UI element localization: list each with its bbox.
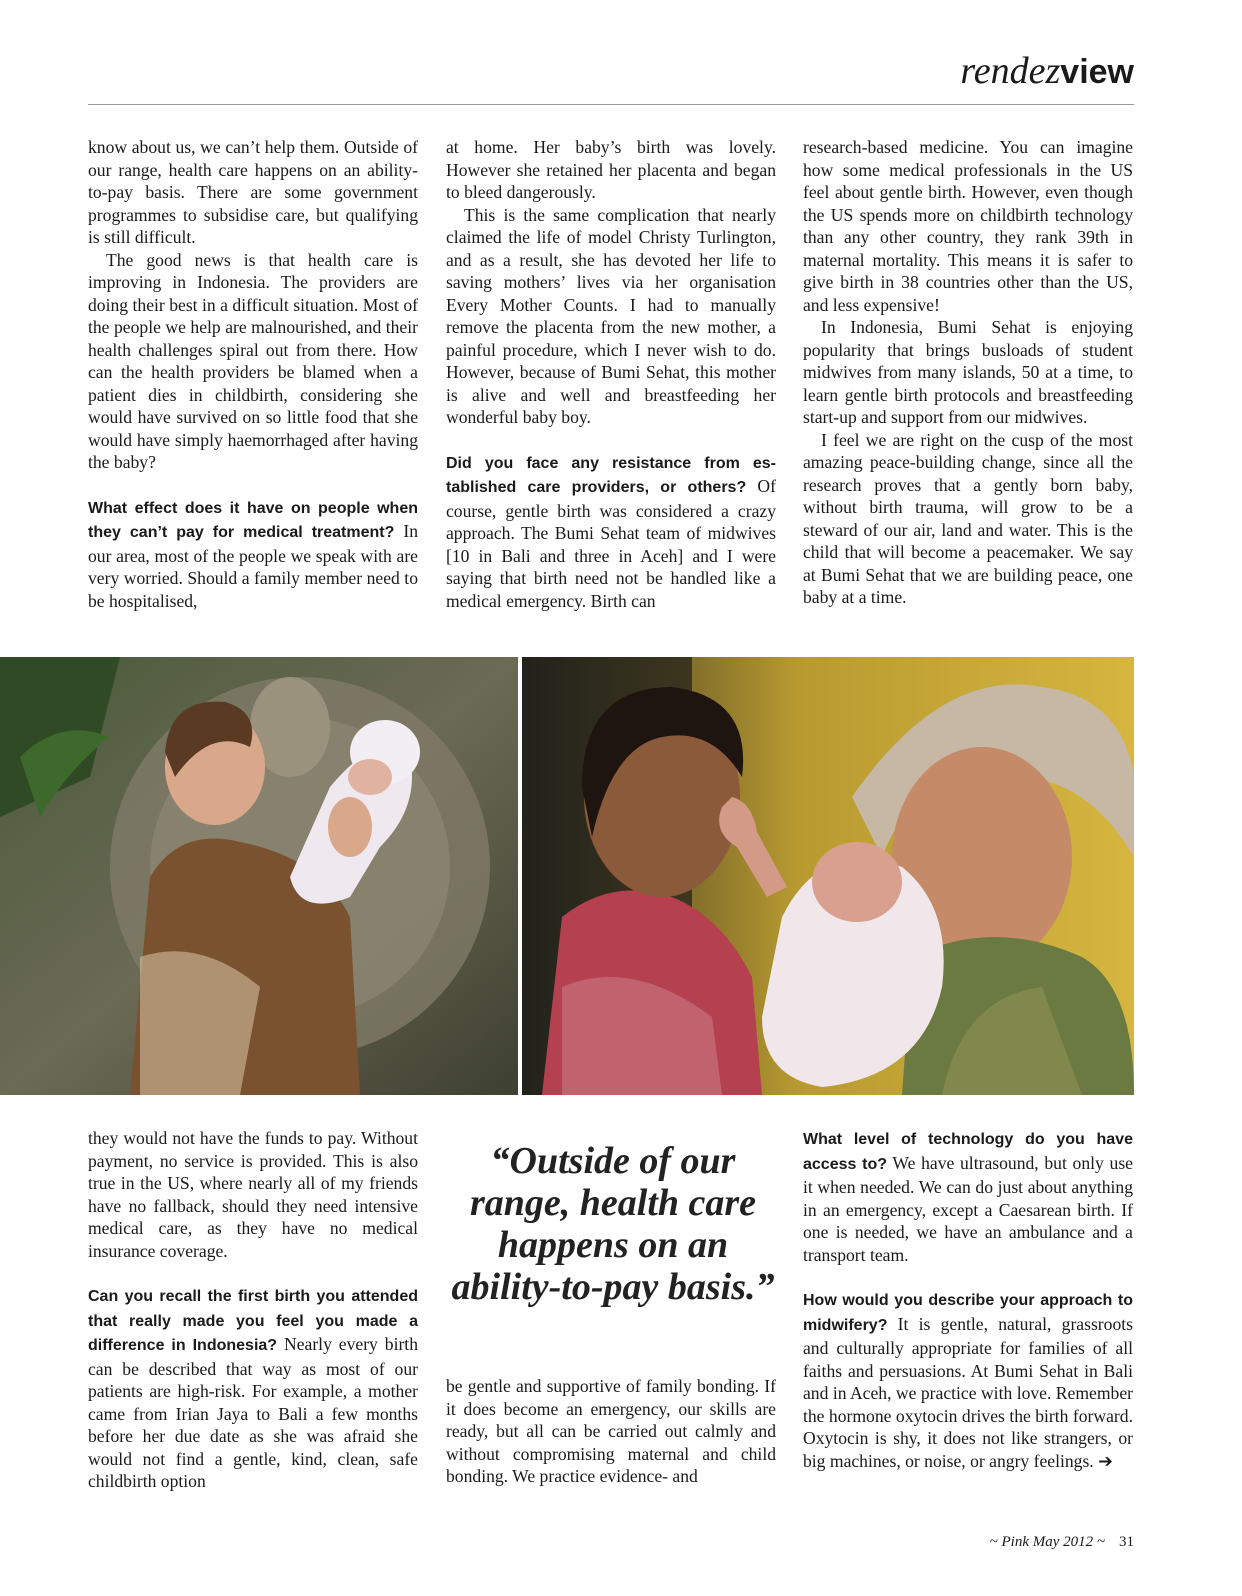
photo-midwife-holding-newborn — [0, 657, 518, 1095]
photo-strip — [0, 657, 1134, 1095]
answer: We have ultrasound, but only use it when needed. We can do just about anything in an emergency, except a Caesarean birth. If one is needed, we have an ambulance and a transport team. — [803, 1152, 1133, 1265]
bottom-column-1 — [88, 1127, 418, 1493]
qa-paragraph — [446, 451, 776, 613]
header-rule — [88, 104, 1134, 105]
top-column-3 — [803, 136, 1133, 609]
page-number: 31 — [1119, 1534, 1134, 1550]
question: How would you describe your approach to midwifery? — [803, 1292, 1133, 1334]
continue-arrow-icon: ➔ — [1098, 1451, 1113, 1472]
brand-bold: view — [1060, 53, 1134, 91]
question: What level of technology do you have access to? — [803, 1131, 1133, 1173]
answer: Nearly every birth can be described that way as most of our patients are high-risk. For example, a mother came from Irian Jaya to Bali a few months before her due date as she was afraid she would not find a gentle, kind, clean, safe childbirth option — [88, 1334, 418, 1491]
paragraph: This is the same complication that nearly claimed the life of model Christy Turlington, and as a result, she has devoted her life to saving mothers’ lives via her organisation Every Mother Counts. I had to manually remove the placenta from the new mother, a painful procedure, which I never wish to do. However, because of Bumi Sehat, this mother is alive and well and breastfeeding her wonderful baby boy. — [446, 204, 776, 427]
paragraph: know about us, we can’t help them. Outside of our range, health care happens on an ability-to-pay basis. There are some government programmes to subsidise care, but qualifying is still difficult. — [88, 137, 418, 247]
photo-mother-and-midwife-with-baby — [522, 657, 1134, 1095]
qa-paragraph — [803, 1288, 1133, 1473]
paragraph: research-based medicine. You can imagine how some medical professionals in the US feel about gentle birth. However, even though the US spends more on childbirth technology than any other country, they rank 39th in maternal mortality. This means it is safer to give birth in 38 countries other than the US, and less expensive! — [803, 137, 1133, 315]
paragraph: I feel we are right on the cusp of the most amazing peace-building change, since all the research proves that a gently born baby, without birth trauma, will grow to be a steward of our air, land and water. This is the child that will become a peacemaker. We say at Bumi Sehat that we are building peace, one baby at a time. — [803, 429, 1133, 607]
brand-italic: rendez — [960, 50, 1061, 92]
top-column-2 — [446, 136, 776, 612]
qa-paragraph — [803, 1127, 1133, 1266]
qa-paragraph — [88, 496, 418, 613]
question: Can you recall the first birth you attended that really made you feel you made a difference in Indonesia? — [88, 1288, 418, 1354]
answer: Of course, gentle birth was considered a crazy approach. The Bumi Sehat team of midwives [10 in Bali and three in Aceh] and I were saying that birth need not be handled like a medical emergency. Birth can — [446, 476, 776, 611]
question: What effect does it have on people when they can’t pay for medical treatment? — [88, 499, 418, 541]
paragraph: they would not have the funds to pay. Without payment, no service is provided. This is also true in the US, where nearly all of my friends have no fallback, should they need intensive medical care, as they have no medical insurance coverage. — [88, 1128, 418, 1261]
top-column-1 — [88, 136, 418, 612]
paragraph: The good news is that health care is improving in Indonesia. The providers are doing their best in a difficult situation. Most of the people we help are malnourished, and their health challenges spiral out from there. How can the health providers be blamed when a patient dies in childbirth, considering she would have survived on so little food that she would have simply haemorrhaged after having the baby? — [88, 249, 418, 472]
paragraph: In Indonesia, Bumi Sehat is enjoying popularity that brings busloads of student midwives from many islands, 50 at a time, to learn gentle birth protocols and breastfeeding start-up and support from our midwives. — [803, 317, 1133, 427]
paragraph: be gentle and supportive of family bonding. If it does become an emergency, our skills are ready, but all can be carried out calmly and without compromising maternal and child bonding. We practice evidence- and — [446, 1376, 776, 1486]
answer: It is gentle, natural, grassroots and culturally appropriate for families of all faiths and persuasions. At Bumi Sehat in Bali and in Aceh, we practice with love. Remember the hormone oxytocin drives the birth forward. Oxytocin is shy, it does not like strangers, or big machines, or noise, or angry feelings. — [803, 1313, 1133, 1471]
issue-label: ~ Pink May 2012 ~ — [989, 1534, 1105, 1550]
section-brand — [960, 52, 1134, 90]
question: Did you face any resistance from established care providers, or others? — [446, 454, 776, 496]
page-footer — [990, 1534, 1134, 1551]
bottom-column-3 — [803, 1127, 1133, 1473]
answer: In our area, most of the people we speak with are very worried. Should a family member need to be hospitalised, — [88, 521, 418, 611]
paragraph: at home. Her baby’s birth was lovely. However she retained her placenta and began to bleed dangerously. — [446, 137, 776, 202]
bottom-column-2 — [446, 1375, 776, 1488]
pull-quote: “Outside of our range, health care happens on an ability-to-pay basis.” — [451, 1140, 775, 1308]
qa-paragraph — [88, 1284, 418, 1493]
